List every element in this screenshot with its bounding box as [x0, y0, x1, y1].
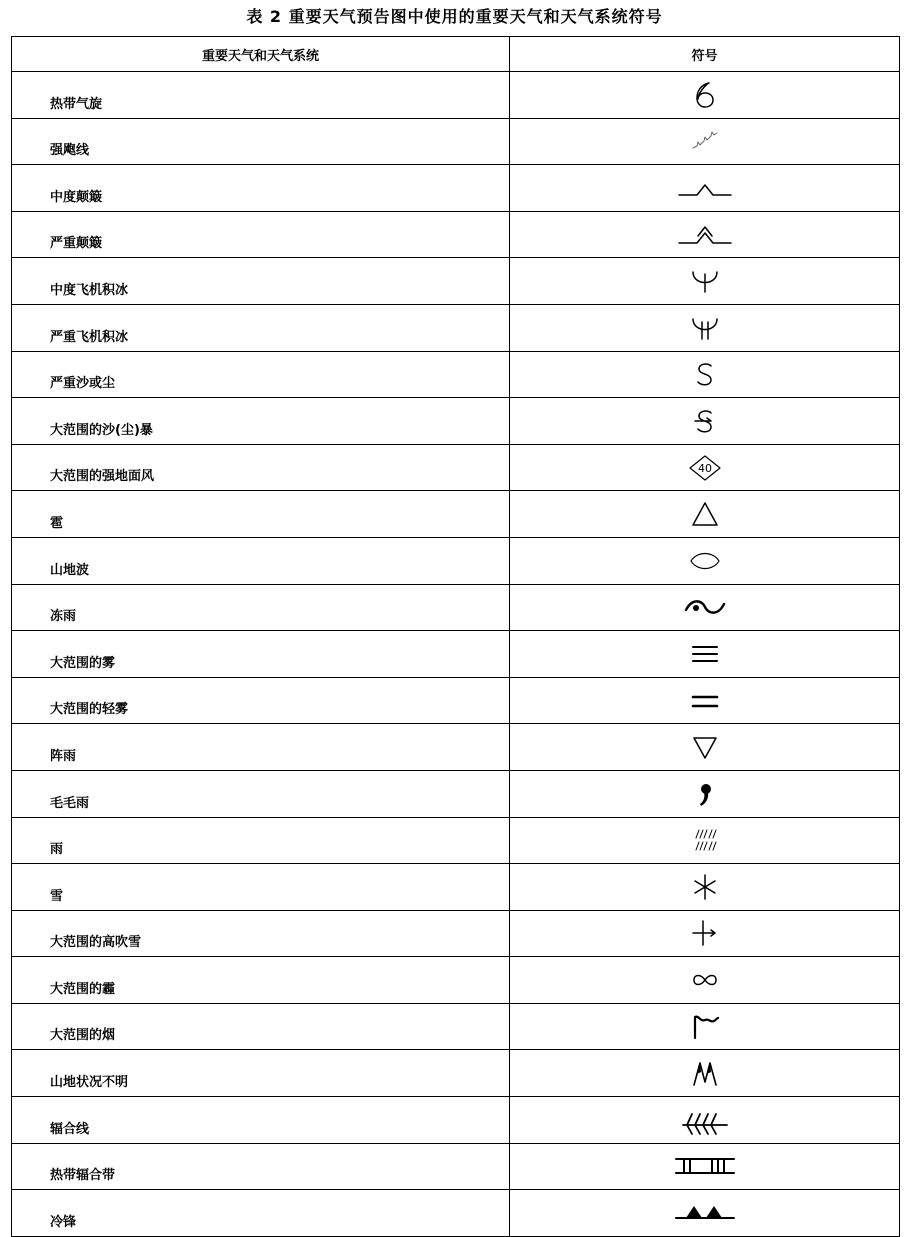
- row-label: 大范围的霾: [12, 957, 510, 1004]
- row-label: 雪: [12, 864, 510, 911]
- drizzle-icon: [685, 779, 725, 809]
- strong-wind-value: 40: [697, 461, 712, 475]
- row-label: 中度飞机积冰: [12, 258, 510, 305]
- row-label: 中度颠簸: [12, 165, 510, 212]
- snow-icon: [685, 872, 725, 902]
- cold-front-icon: [670, 1198, 740, 1228]
- table-row: [12, 1190, 900, 1237]
- table-row: [12, 584, 900, 631]
- table-row: [12, 72, 900, 119]
- row-label: 严重颠簸: [12, 211, 510, 258]
- rain-icon: [685, 825, 725, 855]
- strong-surface-wind-icon: [680, 453, 730, 483]
- row-label: 强飑线: [12, 118, 510, 165]
- table-row: [12, 817, 900, 864]
- weather-symbol-table: [11, 36, 900, 1237]
- row-label: 辐合线: [12, 1097, 510, 1144]
- table-row: [12, 491, 900, 538]
- blowing-snow-icon: [685, 918, 725, 948]
- row-label: 山地波: [12, 537, 510, 584]
- row-label: 山地状况不明: [12, 1050, 510, 1097]
- row-label: 严重飞机积冰: [12, 304, 510, 351]
- table-row: [12, 258, 900, 305]
- row-label: 毛毛雨: [12, 770, 510, 817]
- table-row: [12, 398, 900, 445]
- table-caption: 表 2 重要天气预告图中使用的重要天气和天气系统符号: [246, 7, 663, 26]
- mountain-obscured-icon: [685, 1058, 725, 1088]
- table-row: [12, 1097, 900, 1144]
- shower-icon: [685, 732, 725, 762]
- haze-icon: [685, 965, 725, 995]
- table-row: [12, 864, 900, 911]
- row-label: 大范围的雾: [12, 631, 510, 678]
- table-row: [12, 631, 900, 678]
- mist-icon: [685, 686, 725, 716]
- row-label: 雨: [12, 817, 510, 864]
- table-row: [12, 118, 900, 165]
- header-weather-system: 重要天气和天气系统: [12, 37, 510, 72]
- table-row: [12, 1050, 900, 1097]
- table-row: [12, 957, 900, 1004]
- row-label: 热带辐合带: [12, 1143, 510, 1190]
- squall-line-icon: [685, 126, 725, 156]
- table-row: [12, 165, 900, 212]
- row-label: 雹: [12, 491, 510, 538]
- fog-icon: [685, 639, 725, 669]
- table-row: [12, 211, 900, 258]
- table-row: [12, 677, 900, 724]
- row-label: 冻雨: [12, 584, 510, 631]
- table-row: [12, 304, 900, 351]
- sandstorm-icon: [685, 406, 725, 436]
- row-label: 大范围的烟: [12, 1003, 510, 1050]
- moderate-turbulence-icon: [675, 173, 735, 203]
- severe-icing-icon: [685, 313, 725, 343]
- row-label: 冷锋: [12, 1190, 510, 1237]
- header-symbol: 符号: [510, 37, 900, 72]
- hail-icon: [685, 499, 725, 529]
- smoke-icon: [685, 1012, 725, 1042]
- table-header-row: [12, 37, 900, 72]
- freezing-rain-icon: [680, 592, 730, 622]
- itcz-icon: [670, 1151, 740, 1181]
- table-row: [12, 1003, 900, 1050]
- row-label: 严重沙或尘: [12, 351, 510, 398]
- table-row: [12, 770, 900, 817]
- row-label: 热带气旋: [12, 72, 510, 119]
- tropical-cyclone-icon: [685, 80, 725, 110]
- table-row: [12, 444, 900, 491]
- severe-turbulence-icon: [675, 220, 735, 250]
- table-row: [12, 537, 900, 584]
- table-row: [12, 1143, 900, 1190]
- convergence-line-icon: [675, 1105, 735, 1135]
- row-label: 大范围的高吹雪: [12, 910, 510, 957]
- row-label: 大范围的轻雾: [12, 677, 510, 724]
- row-label: 阵雨: [12, 724, 510, 771]
- table-row: [12, 351, 900, 398]
- row-label: 大范围的强地面风: [12, 444, 510, 491]
- moderate-icing-icon: [685, 266, 725, 296]
- table-row: [12, 910, 900, 957]
- table-row: [12, 724, 900, 771]
- sand-dust-icon: [685, 359, 725, 389]
- row-label: 大范围的沙(尘)暴: [12, 398, 510, 445]
- mountain-wave-icon: [685, 546, 725, 576]
